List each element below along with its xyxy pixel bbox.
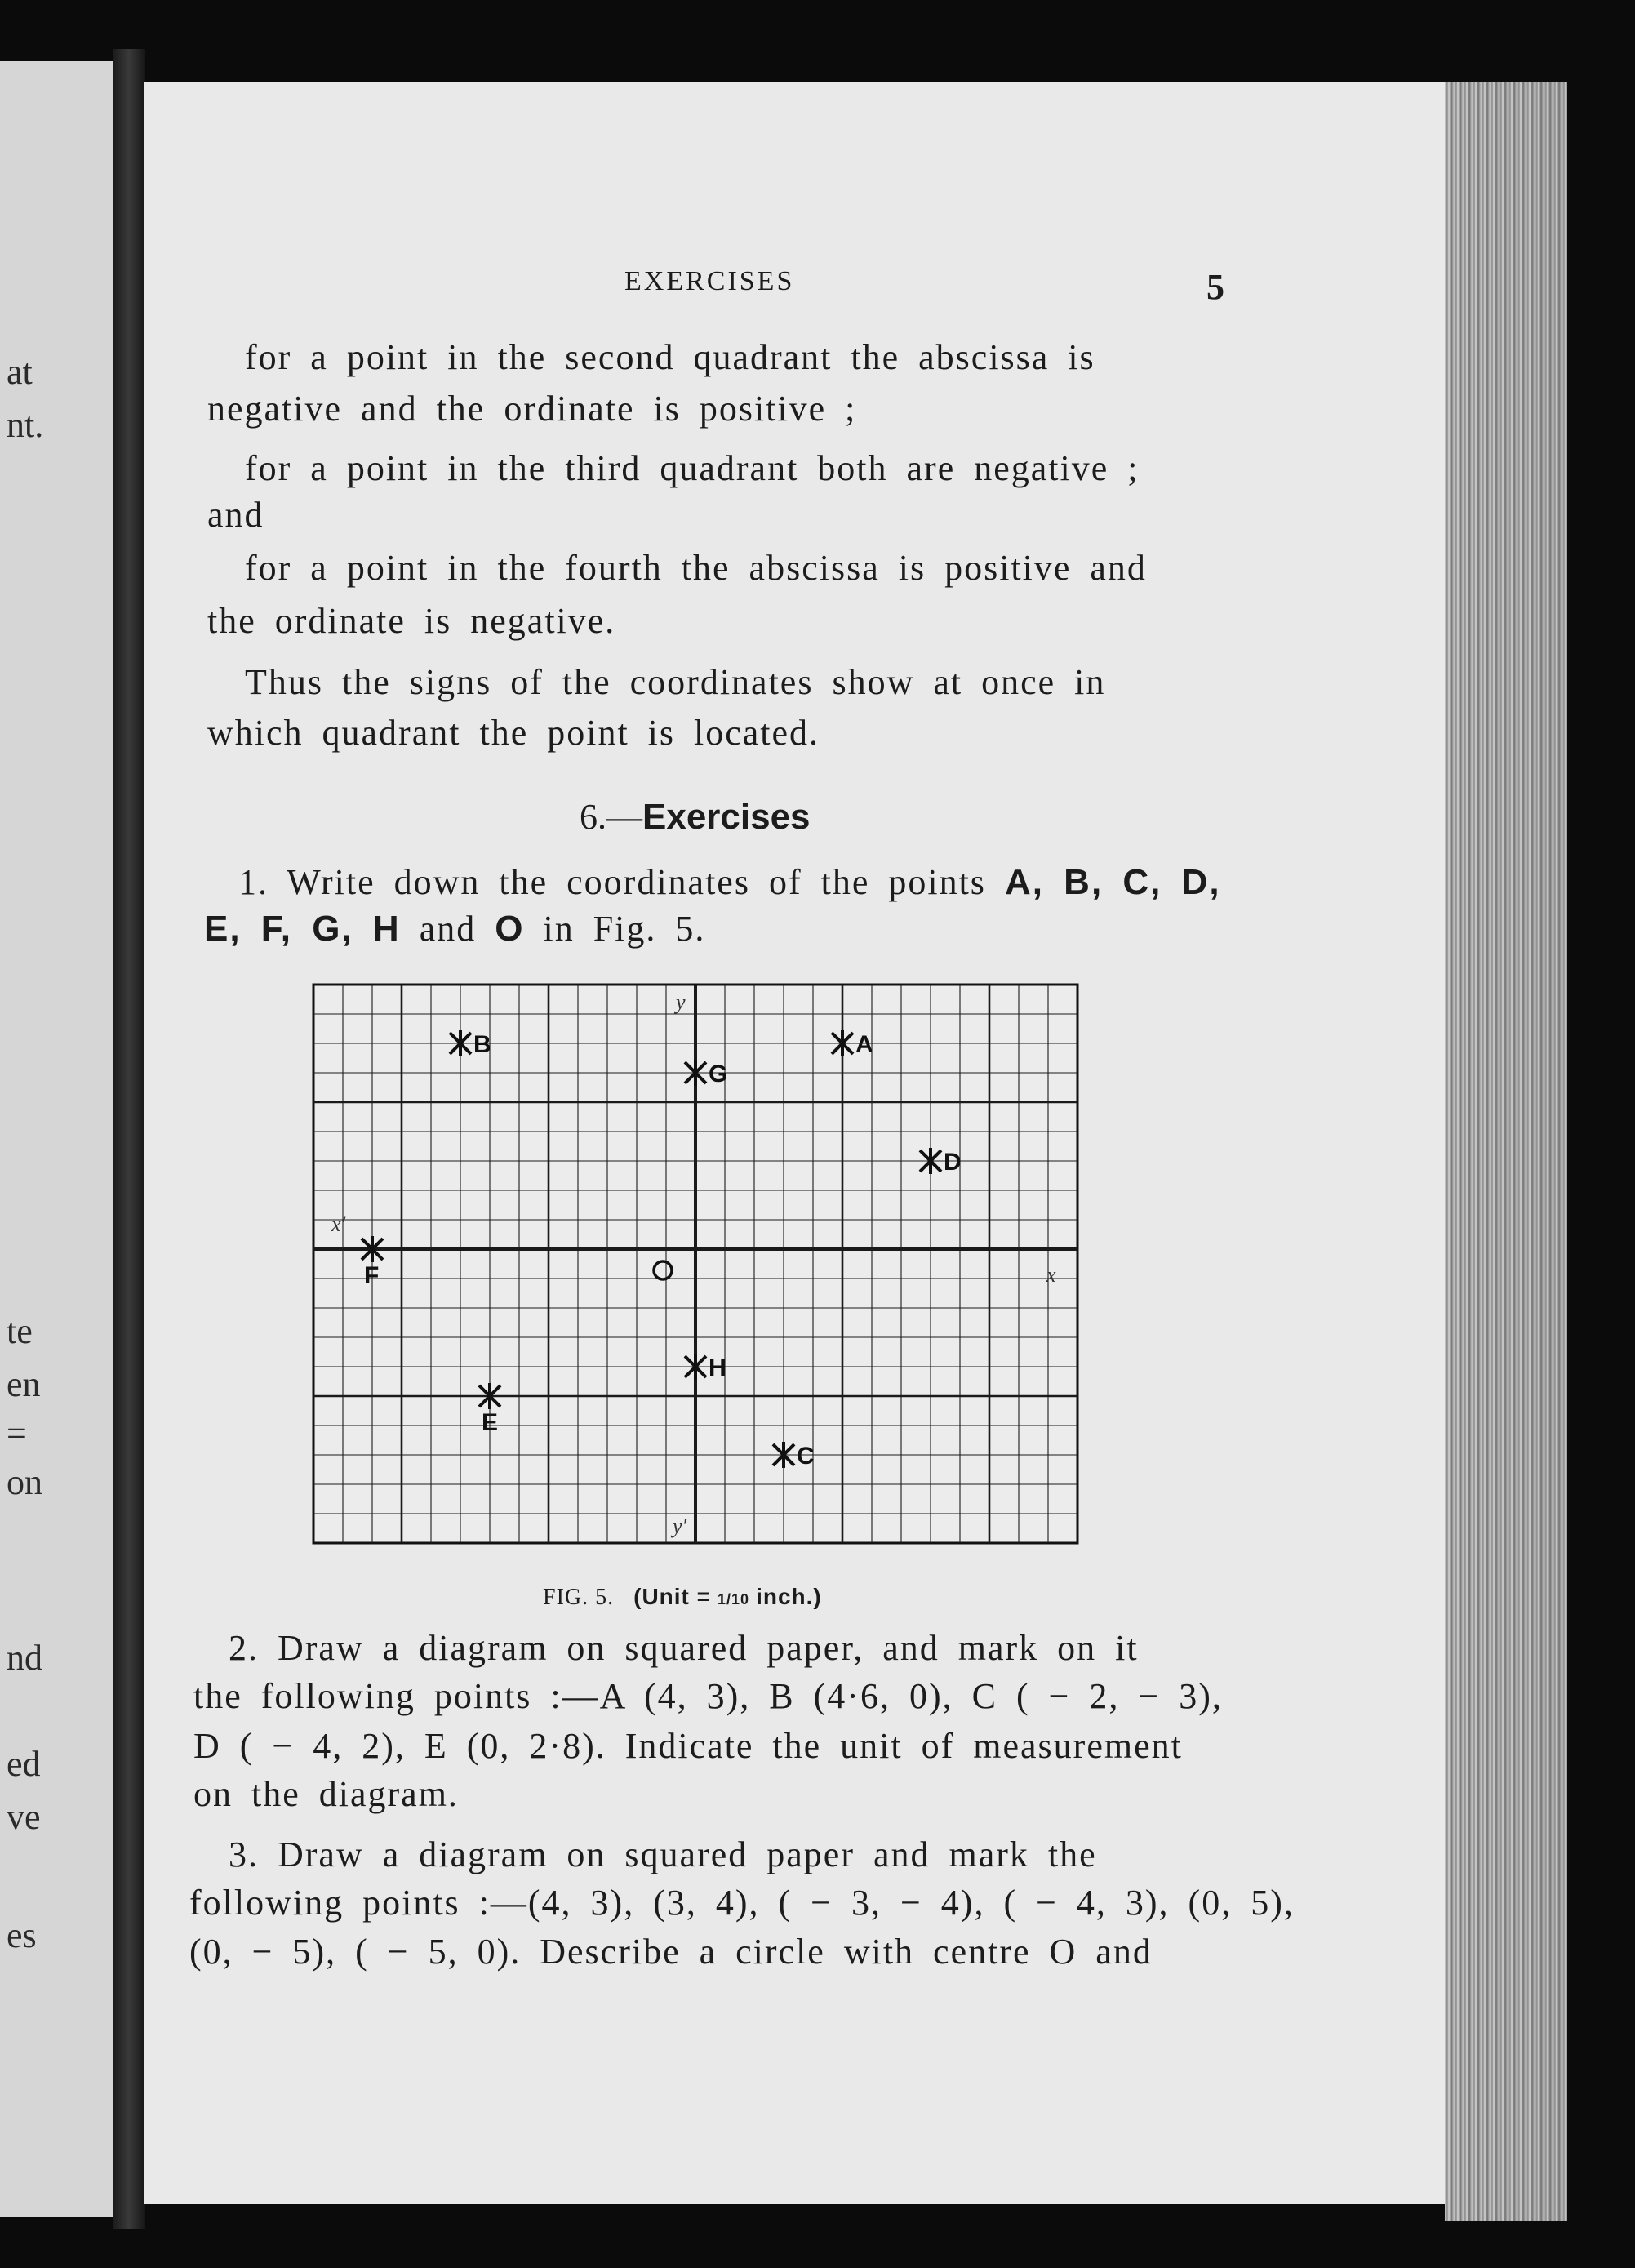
exercise-line: on the diagram.	[193, 1774, 459, 1814]
y-prime-axis-label: y′	[673, 1514, 687, 1538]
exercise-text: 1. Write down the coordinates of the points	[238, 862, 986, 902]
exercise-text: and	[419, 909, 477, 949]
left-margin-text: ve	[7, 1797, 41, 1837]
point-label: H	[709, 1354, 726, 1381]
paragraph-line: which quadrant the point is located.	[207, 713, 820, 753]
exercise-line: (0, − 5), ( − 5, 0). Describe a circle with centre O and	[189, 1932, 1153, 1972]
exercise-line: following points :—(4, 3), (3, 4), ( − 3, − 4), ( − 4, 3), (0, 5),	[189, 1883, 1295, 1923]
left-margin-text: es	[7, 1915, 37, 1955]
point-label: G	[709, 1061, 728, 1087]
book-spine	[113, 49, 145, 2229]
exercise-line: 3. Draw a diagram on squared paper and mark the	[229, 1834, 1097, 1874]
exercise-line: D ( − 4, 2), E (0, 2·8). Indicate the unit of measurement	[193, 1726, 1183, 1766]
point-labels: E, F, G, H	[204, 909, 401, 949]
exercise-1-line-2	[204, 908, 705, 949]
left-margin-text: nt.	[7, 405, 44, 445]
section-number: 6.—	[580, 797, 642, 837]
point-label: D	[944, 1149, 962, 1176]
exercise-line: the following points :—A (4, 3), B (4·6, 0), C ( − 2, − 3),	[193, 1676, 1223, 1716]
unit-fraction: 1/10	[718, 1591, 750, 1608]
left-margin-text: en	[7, 1364, 41, 1404]
point-labels: A, B, C, D,	[1004, 862, 1221, 902]
exercise-1-line-1	[238, 861, 1221, 903]
page-edges	[1445, 82, 1567, 2221]
left-margin-text: nd	[7, 1638, 42, 1678]
exercise-text: in Fig. 5.	[543, 909, 706, 949]
point-label-o: O	[495, 909, 525, 949]
figure-label: FIG. 5.	[543, 1585, 615, 1610]
paragraph-line: Thus the signs of the coordinates show at once in	[245, 662, 1106, 702]
paragraph-line: for a point in the second quadrant the abscissa is	[245, 337, 1095, 377]
running-title: EXERCISES	[624, 266, 795, 296]
figure-5-grid	[312, 983, 1087, 1554]
point-label: E	[482, 1409, 499, 1436]
point-label: A	[855, 1031, 873, 1058]
exercise-line: 2. Draw a diagram on squared paper, and mark on it	[229, 1628, 1139, 1668]
y-axis-label: y	[676, 990, 686, 1014]
point-label: B	[473, 1031, 491, 1058]
page-number: 5	[1206, 267, 1224, 307]
paragraph-line: and	[207, 495, 264, 535]
point-label: C	[797, 1443, 815, 1470]
section-title: Exercises	[642, 797, 811, 837]
unit-text: inch.)	[756, 1584, 822, 1609]
left-margin-text: te	[7, 1311, 33, 1351]
left-margin-text: on	[7, 1462, 42, 1502]
paragraph-line: the ordinate is negative.	[207, 601, 616, 641]
point-label: F	[364, 1262, 380, 1289]
left-margin-text: =	[7, 1413, 27, 1453]
x-axis-label: x	[1046, 1263, 1056, 1287]
left-page-fragment	[0, 61, 114, 2217]
figure-caption	[543, 1584, 822, 1611]
left-margin-text: ed	[7, 1744, 41, 1784]
section-heading	[580, 796, 811, 838]
left-margin-text: at	[7, 352, 33, 392]
paragraph-line: for a point in the fourth the abscissa is positive and	[245, 548, 1147, 588]
x-prime-axis-label: x′	[331, 1212, 346, 1236]
unit-text: (Unit =	[633, 1584, 712, 1609]
paragraph-line: negative and the ordinate is positive ;	[207, 389, 857, 429]
paragraph-line: for a point in the third quadrant both are negative ;	[245, 448, 1140, 488]
